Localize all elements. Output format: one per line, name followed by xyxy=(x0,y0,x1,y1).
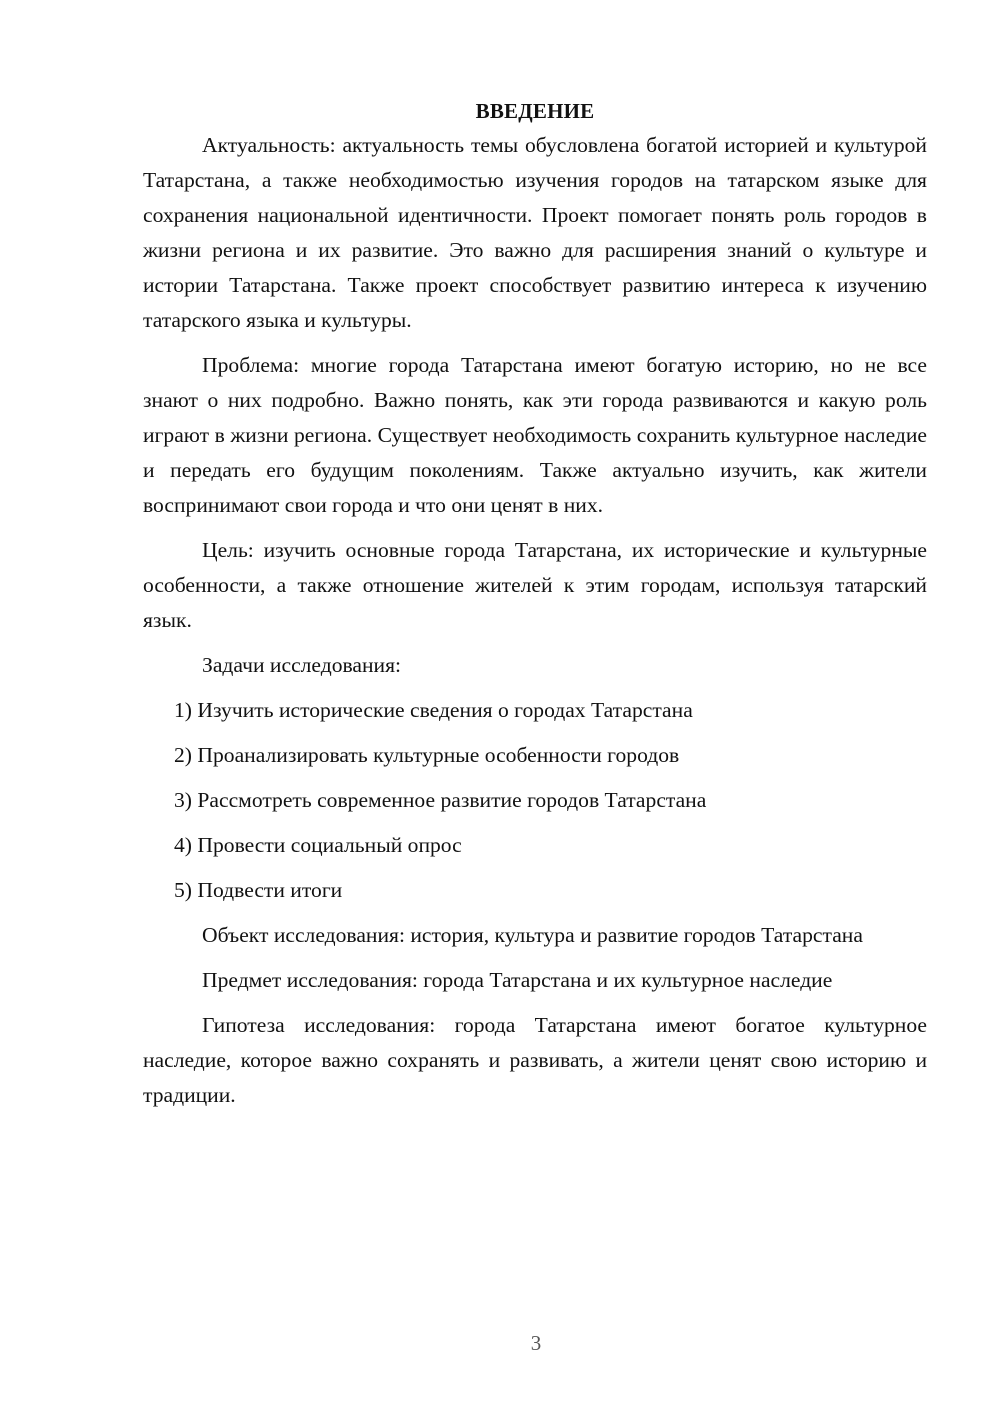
relevance-paragraph: Актуальность: актуальность темы обусловлена богатой историей и культурой Татарстана, а также необходимостью изучения городов на татарском языке для сохранения национальной идентичности. Проект помогает понять роль городов в жизни региона и их развитие. Это важно для расширения знаний о культуре и истории Татарстана. Также проект способствует развитию интереса к изучению татарского языка и культуры. xyxy=(143,133,927,332)
list-item: 3) Рассмотреть современное развитие городов Татарстана xyxy=(174,788,707,812)
tasks-heading: Задачи исследования: xyxy=(202,653,402,677)
subject-paragraph: Предмет исследования: города Татарстана и их культурное наследие xyxy=(202,968,833,992)
page-number: 3 xyxy=(530,1331,542,1355)
object-paragraph: Объект исследования: история, культура и развитие городов Татарстана xyxy=(202,923,863,947)
hypothesis-paragraph: Гипотеза исследования: города Татарстана имеют богатое культурное наследие, которое важно сохранять и развивать, а жители ценят свою историю и традиции. xyxy=(143,1013,927,1107)
page-title: ВВЕДЕНИЕ xyxy=(475,99,595,123)
tasks-list xyxy=(143,693,927,908)
list-item: 5) Подвести итоги xyxy=(174,878,343,902)
list-item: 1) Изучить исторические сведения о городах Татарстана xyxy=(174,698,693,722)
problem-paragraph: Проблема: многие города Татарстана имеют богатую историю, но не все знают о них подробно. Важно понять, как эти города развиваются и какую роль играют в жизни региона. Существует необходимость сохранить культурное наследие и передать его будущим поколениям. Также актуально изучить, как жители воспринимают свои города и что они ценят в них. xyxy=(143,353,927,517)
goal-paragraph: Цель: изучить основные города Татарстана, их исторические и культурные особенности, а также отношение жителей к этим городам, используя татарский язык. xyxy=(143,538,927,632)
list-item: 2) Проанализировать культурные особенности городов xyxy=(174,743,680,767)
list-item: 4) Провести социальный опрос xyxy=(174,833,462,857)
page-content xyxy=(143,94,927,1123)
